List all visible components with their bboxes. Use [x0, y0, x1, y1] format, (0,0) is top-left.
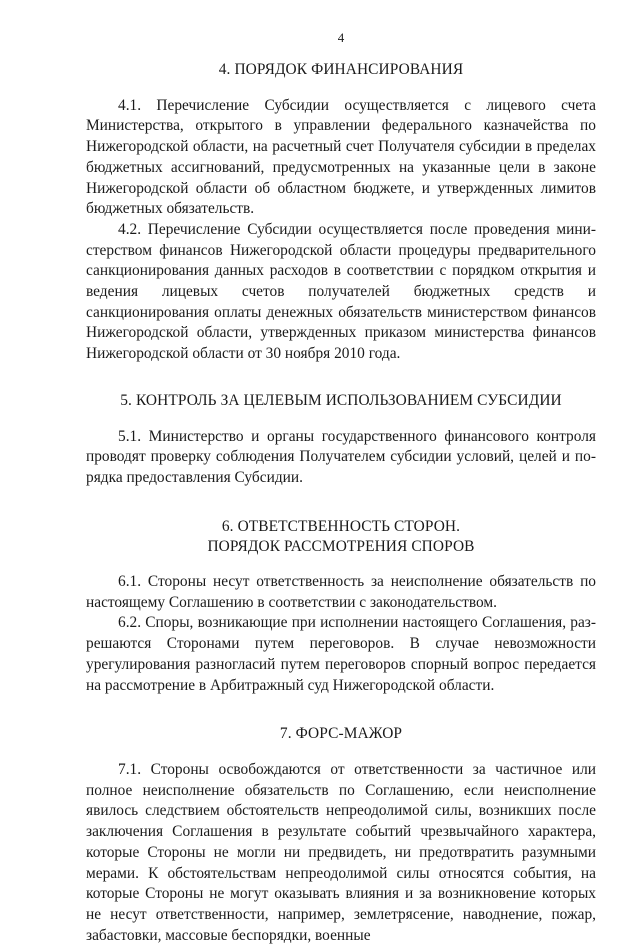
paragraph-4-2: 4.2. Перечисление Субсидии осуществляется после проведения министерством финансов Нижегородской области процедуры предварительного санкционирования данных расходов в соответствии с порядком открытия и ведения лицевых счетов получателей бюджетных средств и санкционирования оплаты денежных обязательств министерством финансов Нижегородской области, утвержденных приказом министерства финансов Нижегородской области от 30 ноября 2010 года.	[86, 220, 596, 363]
section-responsibility	[86, 517, 596, 697]
section-heading: 7. ФОРС-МАЖОР	[279, 725, 403, 743]
paragraph-5-1: 5.1. Министерство и органы государственного финансового контроля проводят проверку соблюдения Получателем субсидии условий, целей и порядка предоставления Субсидии.	[86, 427, 596, 486]
section-heading	[86, 517, 596, 558]
section-heading-line-2: ПОРЯДОК РАССМОТРЕНИЯ СПОРОВ	[207, 538, 475, 556]
page-number: 4	[337, 30, 345, 45]
section-heading-line-1: 6. ОТВЕТСТВЕННОСТЬ СТОРОН.	[221, 517, 461, 535]
section-force-majeure	[86, 724, 596, 946]
paragraph-4-1: 4.1. Перечисление Субсидии осуществляется с лицевого счета Министерства, открытого в управлении федерального казначейства по Нижегородской области, на расчетный счет Получателя субсидии в пределах бюджетных ассигнований, предусмотренных на указанные цели в законе Нижегородской области об областном бюджете, и утвержденных лимитов бюджетных обязательств.	[86, 96, 596, 218]
paragraph-6-2: 6.2. Споры, возникающие при исполнении настоящего Соглашения, разрешаются Сторонами путем переговоров. В случае невозможности урегулирования разногласий путем переговоров спорный вопрос передается на рассмотрение в Арбитражный суд Нижегородской области.	[86, 614, 596, 694]
section-heading: 4. ПОРЯДОК ФИНАНСИРОВАНИЯ	[218, 61, 464, 78]
paragraph-7-1: 7.1. Стороны освобождаются от ответственности за частичное или полное неисполнение обязательств по Соглашению, если неисполнение явилось следствием обстоятельств непреодолимой силы, возникших после заключения Соглашения в результате событий чрезвычайного характера, которые Стороны не могли ни предвидеть, ни предотвратить разумными мерами. К обстоятельствам непреодолимой силы относятся события, на которые Стороны не могут оказывать влияния и за возникновение которых не несут ответственности, например, землетрясение, наводнение, пожар, забастовки, массовые беспорядки, военные	[86, 760, 596, 944]
document-page	[86, 30, 596, 946]
section-heading: 5. КОНТРОЛЬ ЗА ЦЕЛЕВЫМ ИСПОЛЬЗОВАНИЕМ СУБСИДИИ	[120, 391, 562, 409]
section-control	[86, 391, 596, 489]
section-financing	[86, 60, 596, 365]
paragraph-6-1: 6.1. Стороны несут ответственность за неисполнение обязательств по настоящему Соглашению в соответствии с законодательством.	[86, 573, 596, 611]
